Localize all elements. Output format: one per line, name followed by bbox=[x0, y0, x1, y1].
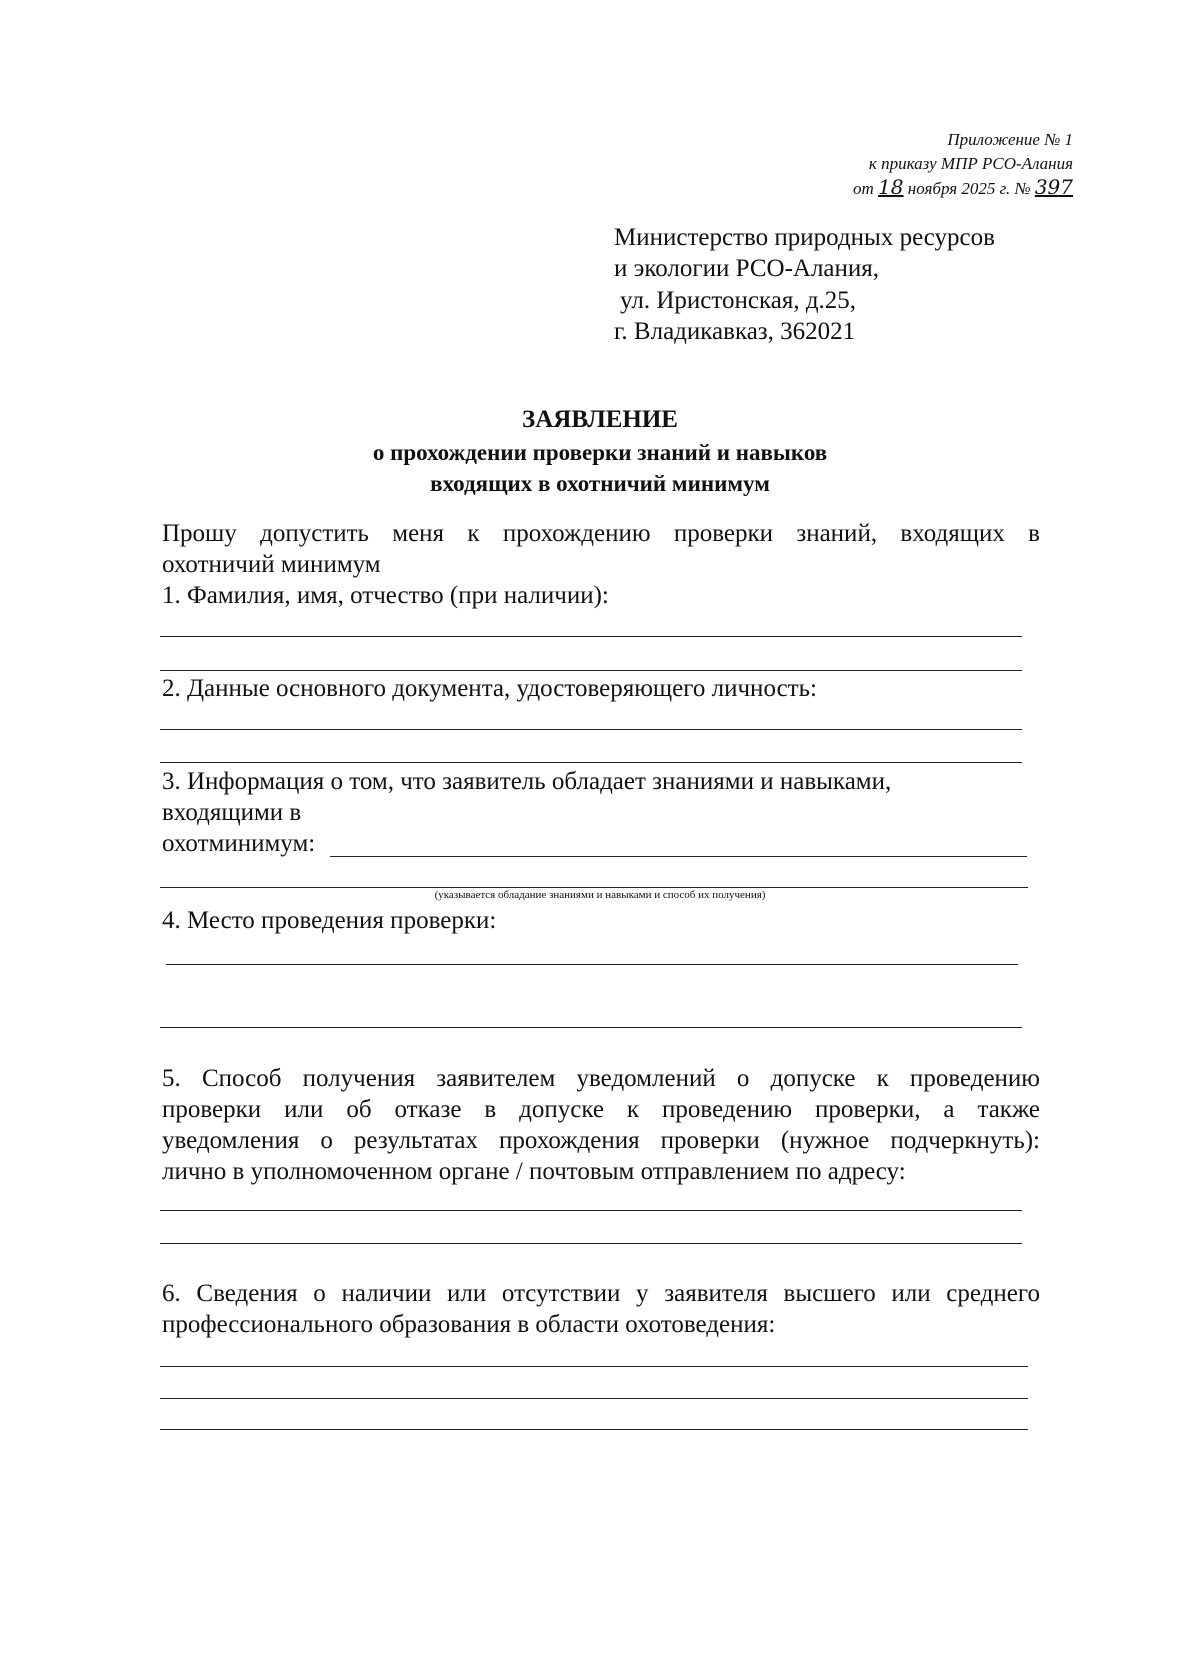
section-3-label-2: входящими в bbox=[162, 799, 302, 826]
section-6-line-3[interactable] bbox=[160, 1429, 1028, 1430]
appendix-line-2: к приказу МПР РСО-Алания bbox=[868, 154, 1073, 173]
section-6-label-2: профессионального образования в области охотоведения: bbox=[162, 1311, 776, 1338]
intro-line-2: охотничий минимум bbox=[162, 551, 381, 578]
section-4-line-2[interactable] bbox=[160, 1027, 1022, 1028]
section-1-label: 1. Фамилия, имя, отчество (при наличии): bbox=[162, 582, 609, 609]
section-3-inline-line[interactable] bbox=[330, 856, 1027, 857]
section-1-line-1[interactable] bbox=[160, 636, 1022, 637]
section-4-label: 4. Место проведения проверки: bbox=[162, 907, 497, 934]
section-5-line-1[interactable] bbox=[160, 1210, 1022, 1211]
document-subtitle-1: о прохождении проверки знаний и навыков bbox=[372, 440, 828, 465]
section-3-line-2[interactable] bbox=[160, 887, 1028, 888]
addressee-line-1: Министерство природных ресурсов bbox=[614, 224, 995, 251]
appendix-number: 397 bbox=[1034, 175, 1073, 199]
addressee-line-2: и экологии РСО-Алания, bbox=[614, 255, 880, 282]
section-1-line-2[interactable] bbox=[160, 670, 1022, 671]
intro-line-1: Прошу допустить меня к прохождению проверки знаний, входящих в bbox=[162, 520, 1040, 547]
addressee-line-4: г. Владикавказ, 362021 bbox=[614, 318, 856, 345]
appendix-date-label: ноября 2025 г. № bbox=[907, 179, 1031, 198]
appendix-line-1: Приложение № 1 bbox=[947, 130, 1073, 149]
section-3-label-3: охотминимум: bbox=[162, 830, 316, 857]
document-subtitle-2: входящих в охотничий минимум bbox=[430, 471, 770, 496]
appendix-from-label: от bbox=[853, 179, 874, 198]
section-2-line-2[interactable] bbox=[160, 762, 1022, 763]
section-6-line-1[interactable] bbox=[160, 1366, 1028, 1367]
document-title: ЗАЯВЛЕНИЕ bbox=[522, 406, 678, 433]
addressee-line-3: ул. Иристонская, д.25, bbox=[620, 287, 857, 314]
section-6-label-1: 6. Сведения о наличии или отсутствии у заявителя высшего или среднего bbox=[162, 1280, 1040, 1307]
section-5-line-2[interactable] bbox=[160, 1243, 1022, 1244]
section-3-note: (указывается обладание знаниями и навыками и способ их получения) bbox=[434, 889, 766, 901]
appendix-day: 18 bbox=[878, 175, 904, 199]
section-5-label-2: проверки или об отказе в допуске к проведению проверки, а также bbox=[162, 1096, 1040, 1123]
section-6-line-2[interactable] bbox=[160, 1398, 1028, 1399]
section-3-label-1: 3. Информация о том, что заявитель обладает знаниями и навыками, bbox=[162, 768, 892, 795]
section-5-label-4: лично в уполномоченном органе / почтовым отправлением по адресу: bbox=[162, 1158, 906, 1185]
section-2-line-1[interactable] bbox=[160, 729, 1022, 730]
appendix-line-3 bbox=[853, 176, 1073, 200]
section-5-label-3: уведомления о результатах прохождения проверки (нужное подчеркнуть): bbox=[162, 1127, 1040, 1154]
section-2-label: 2. Данные основного документа, удостоверяющего личность: bbox=[162, 675, 817, 702]
section-4-line-1[interactable] bbox=[166, 964, 1018, 965]
section-5-label-1: 5. Способ получения заявителем уведомлений о допуске к проведению bbox=[162, 1065, 1040, 1092]
